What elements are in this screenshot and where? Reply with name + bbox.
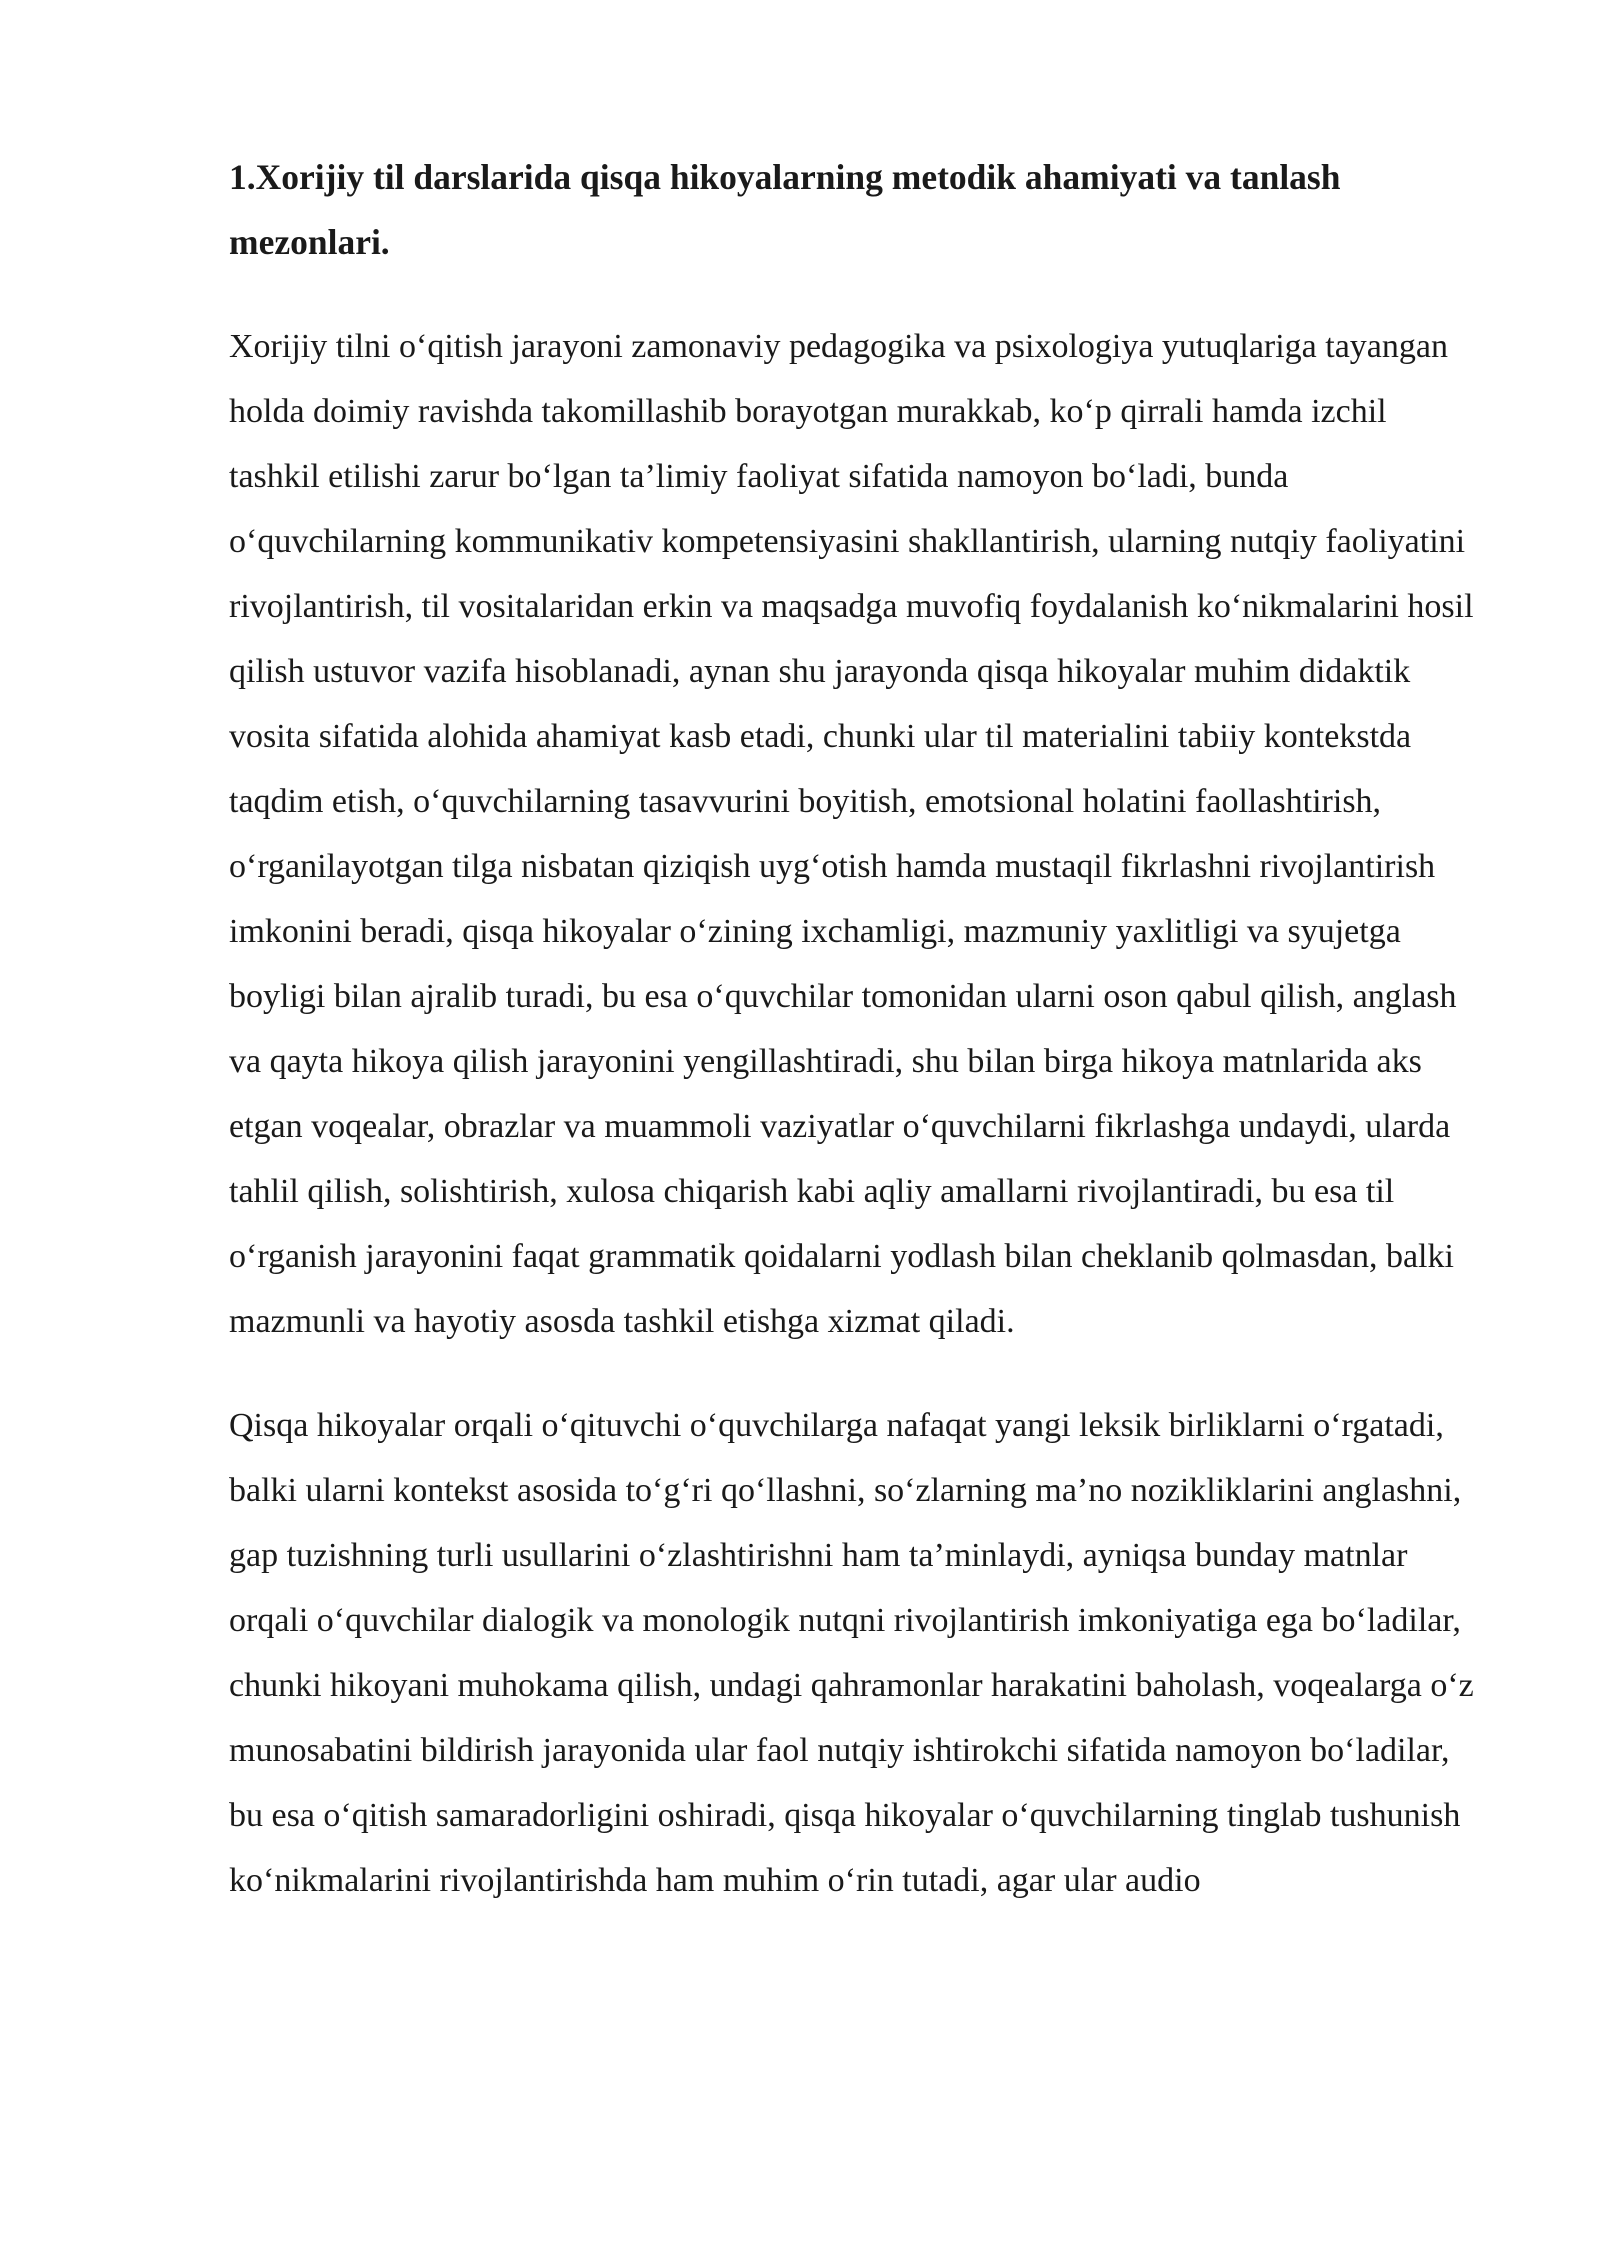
paragraph-2: Qisqa hikoyalar orqali o‘qituvchi o‘quvchilarga nafaqat yangi leksik birliklarni o‘rgatadi, balki ularni kontekst asosida to‘g‘ri qo‘llashni, so‘zlarning ma’no nozikliklarini anglashni, gap tuzishning turli usullarini o‘zlashtirishni ham ta’minlaydi, ayniqsa bunday matnlar orqali o‘quvchilar dialogik va monologik nutqni rivojlantirish imkoniyatiga ega bo‘ladilar, chunki hikoyani muhokama qilish, undagi qahramonlar harakatini baholash, voqealarga o‘z munosabatini bildirish jarayonida ular faol nutqiy ishtirokchi sifatida namoyon bo‘ladilar, bu esa o‘qitish samaradorligini oshiradi, qisqa hikoyalar o‘quvchilarning tinglab tushunish ko‘nikmalarini rivojlantirishda ham muhim o‘rin tutadi, agar ular audio: [229, 1407, 1474, 1899]
document-content: [229, 145, 1484, 1952]
section-heading: 1.Xorijiy til darslarida qisqa hikoyalarning metodik ahamiyati va tanlash mezonlari.: [229, 157, 1341, 262]
paragraph-1: Xorijiy tilni o‘qitish jarayoni zamonaviy pedagogika va psixologiya yutuqlariga tayangan holda doimiy ravishda takomillashib borayotgan murakkab, ko‘p qirrali hamda izchil tashkil etilishi zarur bo‘lgan ta’limiy faoliyat sifatida namoyon bo‘ladi, bunda o‘quvchilarning kommunikativ kompetensiyasini shakllantirish, ularning nutqiy faoliyatini rivojlantirish, til vositalaridan erkin va maqsadga muvofiq foydalanish ko‘nikmalarini hosil qilish ustuvor vazifa hisoblanadi, aynan shu jarayonda qisqa hikoyalar muhim didaktik vosita sifatida alohida ahamiyat kasb etadi, chunki ular til materialini tabiiy kontekstda taqdim etish, o‘quvchilarning tasavvurini boyitish, emotsional holatini faollashtirish, o‘rganilayotgan tilga nisbatan qiziqish uyg‘otish hamda mustaqil fikrlashni rivojlantirish imkonini beradi, qisqa hikoyalar o‘zining ixchamligi, mazmuniy yaxlitligi va syujetga boyligi bilan ajralib turadi, bu esa o‘quvchilar tomonidan ularni oson qabul qilish, anglash va qayta hikoya qilish jarayonini yengillashtiradi, shu bilan birga hikoya matnlarida aks etgan voqealar, obrazlar va muammoli vaziyatlar o‘quvchilarni fikrlashga undaydi, ularda tahlil qilish, solishtirish, xulosa chiqarish kabi aqliy amallarni rivojlantiradi, bu esa til o‘rganish jarayonini faqat grammatik qoidalarni yodlash bilan cheklanib qolmasdan, balki mazmunli va hayotiy asosda tashkil etishga xizmat qiladi.: [229, 328, 1474, 1340]
